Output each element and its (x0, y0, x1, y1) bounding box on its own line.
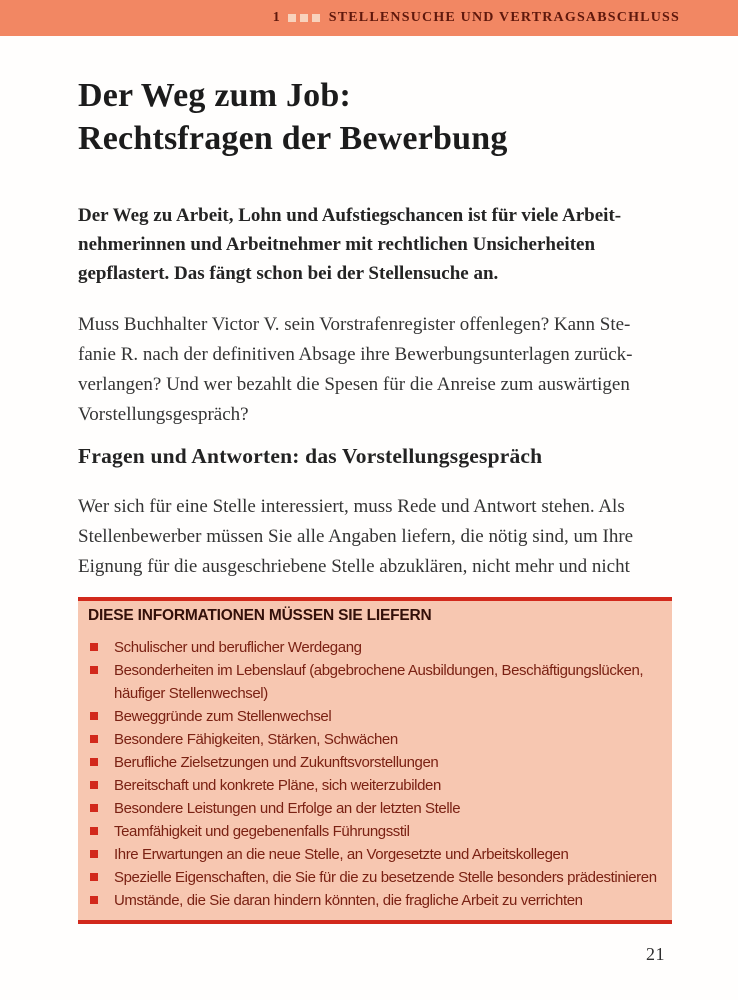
bullet-square-icon (90, 781, 98, 789)
bullet-square-icon (90, 666, 98, 674)
lead-line: gepflastert. Das fängt schon bei der Stellensuche an. (78, 263, 499, 284)
list-item (88, 659, 658, 705)
list-item (88, 728, 658, 751)
body-line: Wer sich für eine Stelle interessiert, muss Rede und Antwort stehen. Als (78, 496, 625, 517)
list-item-text: Besonderheiten im Lebenslauf (abgebrochene Ausbildungen, Beschäftigungslücken, häufiger Stellenwechsel) (114, 662, 644, 702)
bullet-square-icon (90, 804, 98, 812)
info-box (78, 597, 672, 924)
list-item-text: Besondere Leistungen und Erfolge an der letzten Stelle (114, 800, 461, 817)
body-line: verlangen? Und wer bezahlt die Spesen für die Anreise zum auswärtigen (78, 374, 630, 395)
info-box-heading: DIESE INFORMATIONEN MÜSSEN SIE LIEFERN (88, 607, 432, 624)
bullet-square-icon (90, 712, 98, 720)
list-item-text: Spezielle Eigenschaften, die Sie für die zu besetzende Stelle besonders prädestinieren (114, 869, 657, 886)
body-line: Stellenbewerber müssen Sie alle Angaben liefern, die nötig sind, um Ihre (78, 526, 634, 547)
square-icon (300, 14, 308, 22)
list-item (88, 705, 658, 728)
list-item (88, 820, 658, 843)
list-item (88, 751, 658, 774)
article-title-line: Rechtsfragen der Bewerbung (78, 120, 508, 157)
bullet-square-icon (90, 850, 98, 858)
list-item-text: Schulischer und beruflicher Werdegang (114, 639, 362, 656)
list-item-text: Teamfähigkeit und gegebenenfalls Führungsstil (114, 823, 410, 840)
section-paragraph (78, 492, 708, 582)
lead-line: nehmerinnen und Arbeitnehmer mit rechtlichen Unsicherheiten (78, 234, 596, 255)
list-item (88, 889, 658, 912)
list-item-text: Besondere Fähigkeiten, Stärken, Schwächen (114, 731, 398, 748)
bullet-square-icon (90, 758, 98, 766)
chapter-header-bar (0, 0, 738, 36)
lead-paragraph (78, 201, 698, 288)
lead-line: Der Weg zu Arbeit, Lohn und Aufstiegschancen ist für viele Arbeit- (78, 205, 622, 226)
list-item (88, 866, 658, 889)
list-item (88, 636, 658, 659)
body-line: Muss Buchhalter Victor V. sein Vorstrafenregister offenlegen? Kann Ste- (78, 314, 631, 335)
chapter-title: STELLENSUCHE UND VERTRAGSABSCHLUSS (328, 10, 680, 25)
page-number: 21 (646, 944, 665, 964)
list-item-text: Berufliche Zielsetzungen und Zukunftsvorstellungen (114, 754, 439, 771)
article-title (78, 74, 698, 160)
list-item (88, 797, 658, 820)
intro-paragraph (78, 310, 708, 430)
list-item-text: Beweggründe zum Stellenwechsel (114, 708, 332, 725)
bullet-square-icon (90, 873, 98, 881)
bullet-square-icon (90, 827, 98, 835)
section-heading: Fragen und Antworten: das Vorstellungsgespräch (78, 444, 543, 468)
bullet-square-icon (90, 735, 98, 743)
body-line: Eignung für die ausgeschriebene Stelle abzuklären, nicht mehr und nicht (78, 556, 630, 577)
body-line: fanie R. nach der definitiven Absage ihre Bewerbungsunterlagen zurück- (78, 344, 633, 365)
body-line: Vorstellungsgespräch? (78, 404, 249, 425)
square-icon (288, 14, 296, 22)
square-icon (312, 14, 320, 22)
bullet-square-icon (90, 896, 98, 904)
list-item (88, 774, 658, 797)
bullet-square-icon (90, 643, 98, 651)
info-box-list (88, 636, 658, 912)
list-item-text: Ihre Erwartungen an die neue Stelle, an Vorgesetzte und Arbeitskollegen (114, 846, 569, 863)
article-title-line: Der Weg zum Job: (78, 77, 351, 114)
chapter-number: 1 (272, 10, 281, 25)
list-item-text: Bereitschaft und konkrete Pläne, sich weiterzubilden (114, 777, 441, 794)
chapter-progress-squares (288, 14, 320, 22)
list-item-text: Umstände, die Sie daran hindern könnten, die fragliche Arbeit zu verrichten (114, 892, 583, 909)
list-item (88, 843, 658, 866)
